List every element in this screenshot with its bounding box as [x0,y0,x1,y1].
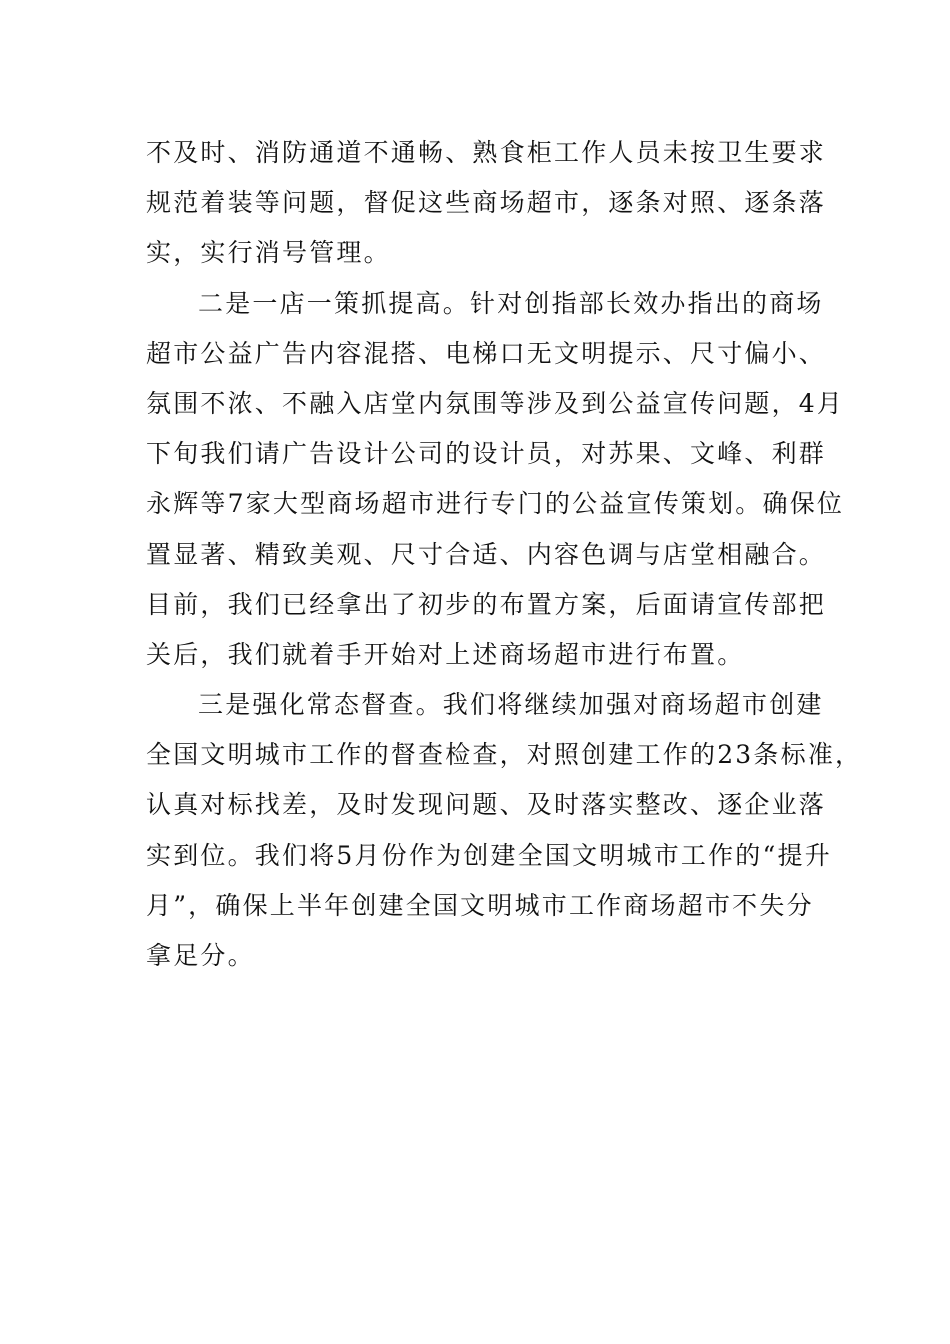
text-line: 实，实行消号管理。 [146,238,391,268]
document-body [146,128,863,981]
text-line: 超市公益广告内容混搭、电梯口无文明提示、尺寸偏小、 [146,338,827,368]
text-line: 认真对标找差，及时发现问题、及时落实整改、逐企业落 [146,790,827,820]
text-line: 关后，我们就着手开始对上述商场超市进行布置。 [146,639,745,669]
text-line: 拿足分。 [146,941,255,970]
text-line: 不及时、消防通道不通畅、熟食柜工作人员未按卫生要求 [146,138,827,167]
text-line: 下旬我们请广告设计公司的设计员，对苏果、文峰、利群 [146,439,827,469]
text-line: 永辉等7家大型商场超市进行专门的公益宣传策划。确保位 [146,489,845,519]
paragraph-first-line: 三是强化常态督查。我们将继续加强对商场超市创建 [198,690,824,720]
text-line: 月”，确保上半年创建全国文明城市工作商场超市不失分 [146,890,814,920]
text-line: 目前，我们已经拿出了初步的布置方案，后面请宣传部把 [146,589,827,619]
text-line: 规范着装等问题，督促这些商场超市，逐条对照、逐条落 [146,188,827,218]
text-line: 置显著、精致美观、尺寸合适、内容色调与店堂相融合。 [146,539,827,569]
paragraph-first-line: 二是一店一策抓提高。针对创指部长效办指出的商场 [198,288,824,318]
text-line: 实到位。我们将5月份作为创建全国文明城市工作的“提升 [146,840,832,870]
text-line: 全国文明城市工作的督查检查，对照创建工作的23条标准， [146,740,863,770]
text-line: 氛围不浓、不融入店堂内氛围等涉及到公益宣传问题，4月 [146,388,845,418]
